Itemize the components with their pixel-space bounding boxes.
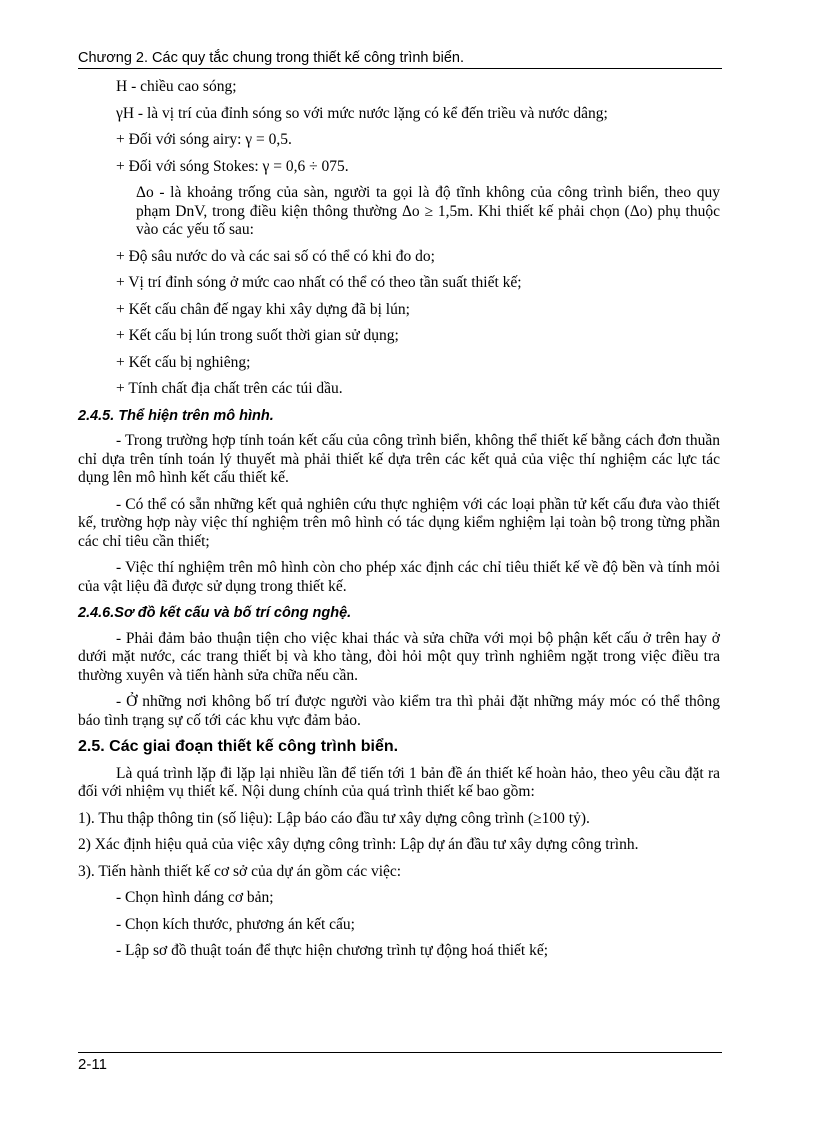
paragraph: + Kết cấu bị lún trong suốt thời gian sử dụng; [116,327,399,344]
paragraph: 3). Tiến hành thiết kế cơ sở của dự án gồm các việc: [78,862,402,880]
paragraph: - Việc thí nghiệm trên mô hình còn cho phép xác định các chỉ tiêu thiết kế về độ bền và tính mỏi của vật liệu đã được sử dụng trong thiết kế. [78,559,720,595]
chapter-header: Chương 2. Các quy tắc chung trong thiết kế công trình biển. [78,50,722,69]
paragraph: + Kết cấu bị nghiêng; [116,353,251,371]
paragraph: 1). Thu thập thông tin (số liệu): Lập báo cáo đầu tư xây dựng công trình (≥100 tỷ). [78,809,590,827]
paragraph: Δo - là khoảng trống của sàn, người ta gọi là độ tĩnh không của công trình biển, theo quy phạm DnV, trong điều kiện thông thường Δo ≥ 1,5m. Khi thiết kế phải chọn (Δo) phụ thuộc vào các yếu tố sau: [136,184,720,238]
page-content [78,78,720,969]
paragraph: + Tính chất địa chất trên các túi dầu. [116,380,343,397]
paragraph: - Trong trường hợp tính toán kết cấu của công trình biển, không thể thiết kế bằng cách đơn thuần chỉ dựa trên tính toán lý thuyết mà phải thiết kế dựa trên các kết quả của việc thí nghiệm các lực tác dụng lên mô hình kết cấu thiết kế. [78,432,720,486]
paragraph: H - chiều cao sóng; [116,78,237,95]
page-number: 2-11 [78,1056,107,1073]
paragraph: - Phải đảm bảo thuận tiện cho việc khai thác và sửa chữa với mọi bộ phận kết cấu ở trên hay ở dưới mặt nước, các trang thiết bị và kho tàng, đòi hỏi một quy trình nghiêm ngặt trong việc điều tra thường xuyên và tiến hành sửa chữa nếu cần. [78,629,720,684]
section-heading: 2.5. Các giai đoạn thiết kế công trình biển. [78,738,399,755]
paragraph: 2) Xác định hiệu quả của việc xây dựng công trình: Lập dự án đầu tư xây dựng công trình. [78,836,639,853]
section-heading: 2.4.6.Sơ đồ kết cấu và bố trí công nghệ. [78,605,352,621]
paragraph: - Ở những nơi không bố trí được người vào kiểm tra thì phải đặt những máy móc có thể thông báo tình trạng sự cố tới các khu vực đảm bảo. [78,693,720,729]
footer-divider [78,1052,722,1053]
paragraph: + Độ sâu nước do và các sai số có thể có khi đo do; [116,247,435,265]
paragraph: + Đối với sóng airy: γ = 0,5. [116,131,292,148]
paragraph: γH - là vị trí của đỉnh sóng so với mức nước lặng có kể đến triều và nước dâng; [116,104,608,122]
paragraph: - Có thể có sẵn những kết quả nghiên cứu thực nghiệm với các loại phần tử kết cấu đưa vào thiết kế, trường hợp này việc thí nghiệm trên mô hình có tác dụng kiểm nghiệm lại toàn bộ trong từng phần các chỉ tiêu cần thiết; [78,495,720,550]
paragraph: Là quá trình lặp đi lặp lại nhiều lần để tiến tới 1 bản đề án thiết kế hoàn hảo, theo yêu cầu đặt ra đối với nhiệm vụ thiết kế. Nội dung chính của quá trình thiết kế bao gồm: [78,764,720,800]
paragraph: - Lập sơ đồ thuật toán để thực hiện chương trình tự động hoá thiết kế; [116,942,549,959]
paragraph: - Chọn hình dáng cơ bản; [116,889,274,906]
paragraph: + Vị trí đỉnh sóng ở mức cao nhất có thể có theo tần suất thiết kế; [116,274,522,291]
paragraph: - Chọn kích thước, phương án kết cấu; [116,915,355,933]
paragraph: + Kết cấu chân đế ngay khi xây dựng đã bị lún; [116,300,410,318]
paragraph: + Đối với sóng Stokes: γ = 0,6 ÷ 075. [116,157,349,175]
section-heading: 2.4.5. Thể hiện trên mô hình. [78,407,274,424]
